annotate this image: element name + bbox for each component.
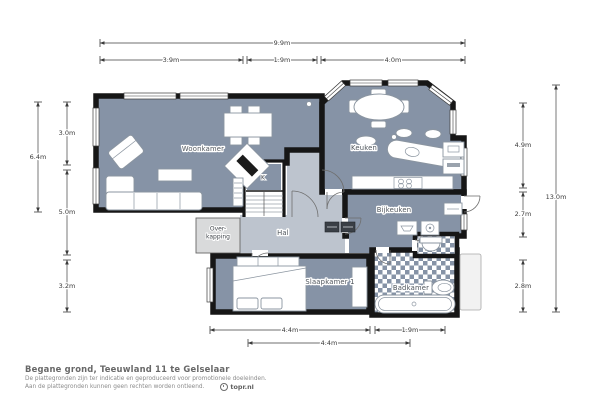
dim-top-b xyxy=(247,56,317,64)
room-label-overkapping-1: Over- xyxy=(209,225,227,233)
svg-text:13.0m: 13.0m xyxy=(545,193,567,201)
livingroom-left-window-1 xyxy=(93,108,99,146)
bed xyxy=(233,266,306,311)
dim-left-c xyxy=(59,260,76,312)
exterior-path xyxy=(460,254,481,310)
svg-text:1.9m: 1.9m xyxy=(273,56,291,64)
dim-left-a xyxy=(59,102,76,165)
svg-text:4.4m: 4.4m xyxy=(320,339,338,347)
radiator xyxy=(233,178,243,206)
dim-right-a xyxy=(515,103,532,188)
kitchen-right-window-1 xyxy=(450,110,456,134)
svg-text:3.0m: 3.0m xyxy=(58,129,76,137)
svg-text:2.7m: 2.7m xyxy=(514,210,532,218)
footer xyxy=(25,364,585,391)
dim-top-c xyxy=(321,56,465,64)
coffee-table xyxy=(158,169,192,181)
dim-bottom-a xyxy=(210,326,370,334)
svg-text:4.0m: 4.0m xyxy=(384,56,402,64)
room-label-keuken: Keuken xyxy=(351,144,377,152)
bedroom-left-window xyxy=(207,268,213,302)
topr-logo xyxy=(220,383,253,391)
kitchen-counter xyxy=(352,176,453,189)
svg-text:3.2m: 3.2m xyxy=(58,282,76,290)
freezer xyxy=(444,203,462,215)
room-label-slaapkamer: Slaapkamer 1 xyxy=(305,278,355,286)
svg-text:5.0m: 5.0m xyxy=(58,208,76,216)
dim-left-total xyxy=(30,102,47,212)
svg-text:3.9m: 3.9m xyxy=(162,56,180,64)
kitchen-top-window-1 xyxy=(350,80,382,86)
disclaimer-line-1: De plattegronden zijn ter indicatie en geproduceerd voor promotionele doeleinden. xyxy=(25,375,267,382)
svg-text:6.4m: 6.4m xyxy=(29,153,47,161)
dim-right-b xyxy=(515,192,532,237)
bedroom-closet xyxy=(352,267,367,307)
topr-logo-icon xyxy=(220,383,228,391)
svg-text:9.9m: 9.9m xyxy=(273,39,291,47)
dim-right-total xyxy=(546,85,567,312)
plan-title: Begane grond, Teeuwland 11 te Gelselaar xyxy=(25,364,230,374)
hall-cabinet-1 xyxy=(325,222,339,232)
svg-text:2.8m: 2.8m xyxy=(514,282,532,290)
room-label-kast: K xyxy=(261,174,265,182)
oven xyxy=(443,159,464,174)
disclaimer-line-2: Aan de plattegronden kunnen geen rechten worden ontleend. xyxy=(25,384,205,390)
utility-right-window xyxy=(461,214,467,230)
bathtub xyxy=(375,295,455,313)
topr-logo-text: topr.nl xyxy=(230,383,254,391)
microwave xyxy=(443,142,464,157)
dim-top-a xyxy=(100,56,243,64)
livingroom-left-window-2 xyxy=(93,168,99,204)
kitchen-top-window-2 xyxy=(388,80,418,86)
dim-top-total xyxy=(100,39,465,47)
svg-text:4.9m: 4.9m xyxy=(514,141,532,149)
washing-machine xyxy=(421,221,439,235)
dim-left-b xyxy=(59,170,76,255)
room-label-bijkeuken: Bijkeuken xyxy=(376,206,412,214)
svg-text:1.9m: 1.9m xyxy=(401,326,419,334)
ceiling-light xyxy=(307,102,312,107)
hall-cabinet-2 xyxy=(341,222,355,232)
room-label-overkapping-2: kapping xyxy=(206,233,230,241)
room-label-woonkamer: Woonkamer xyxy=(181,145,225,153)
dim-right-c xyxy=(515,260,532,312)
wardrobe xyxy=(237,257,299,267)
svg-text:4.4m: 4.4m xyxy=(281,326,299,334)
dim-bottom-b xyxy=(375,326,445,334)
room-label-badkamer: Badkamer xyxy=(392,284,430,292)
dim-bottom-c xyxy=(248,339,410,347)
room-label-hal: Hal xyxy=(277,229,289,237)
laundry-basket xyxy=(397,221,417,235)
livingroom-top-window-2 xyxy=(180,93,228,99)
livingroom-top-window-1 xyxy=(124,93,176,99)
